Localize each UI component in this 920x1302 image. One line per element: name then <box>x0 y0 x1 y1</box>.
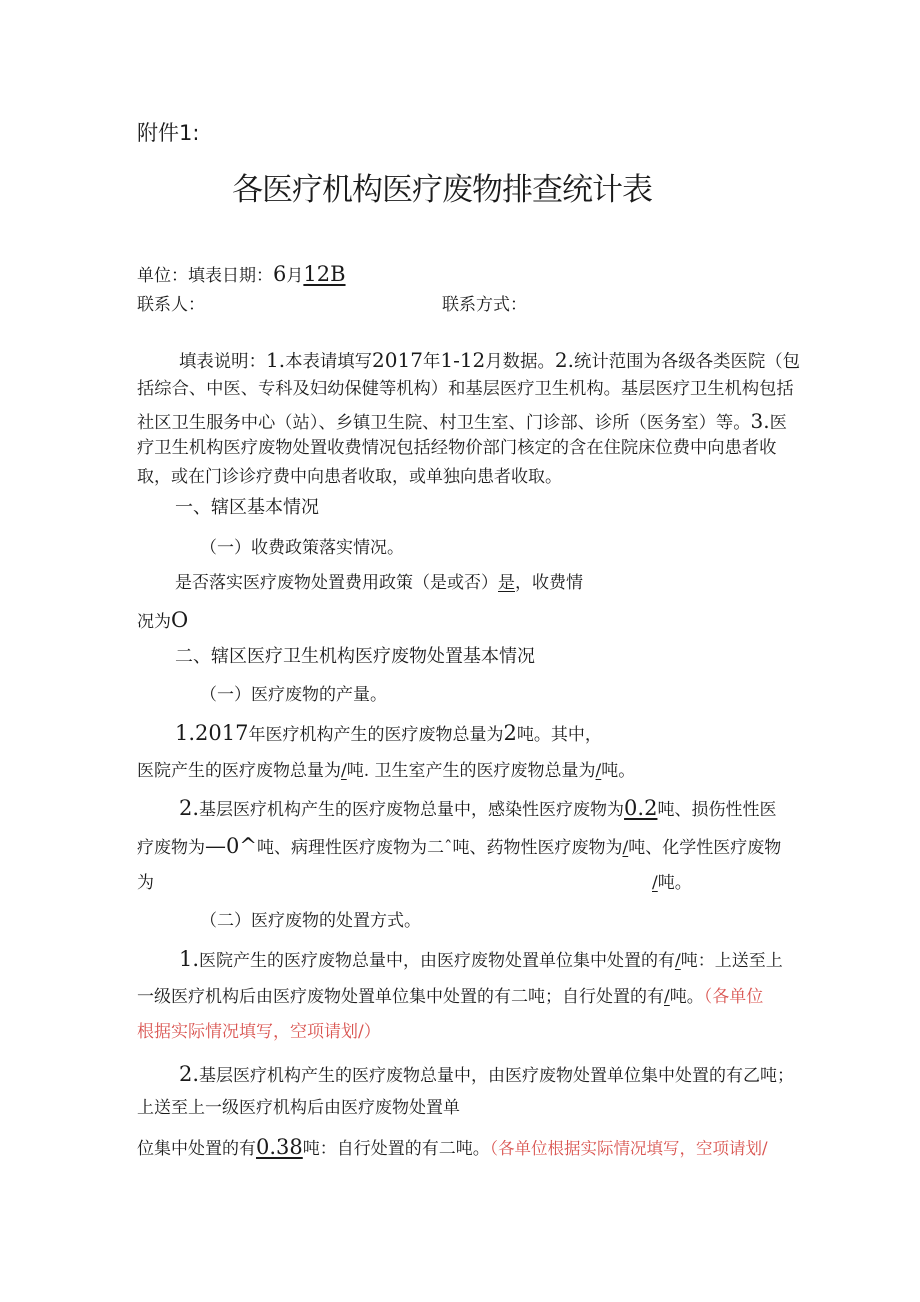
page-title: 各医疗机构医疗废物排查统计表 <box>232 172 652 208</box>
instruction-line-5: 取，或在门诊诊疗费中向患者收取，或单独向患者收取。 <box>137 467 562 487</box>
instruction-line-4: 疗卫生机构医疗废物处置收费情况包括经物价部门核定的含在住院床位费中向患者收 <box>137 438 777 458</box>
fee-status-answer: O <box>171 608 189 632</box>
line-text: 基层医疗机构产生的医疗废物总量中，感染性医疗废物为 <box>199 800 625 820</box>
contact-method-label: 联系方式： <box>442 295 527 315</box>
fill-note: （各单位 <box>703 987 764 1007</box>
hospital-self-disposal-value: / <box>664 987 670 1007</box>
fee-status-line <box>137 610 188 631</box>
fill-note-continued: 根据实际情况填写，空项请划/） <box>137 1022 381 1042</box>
unit-date-line <box>137 264 346 285</box>
section-1-heading: 一、辖区基本情况 <box>175 497 319 518</box>
instruction-number: 1-12 <box>440 348 486 372</box>
line-text: 基层医疗机构产生的医疗废物总量中，由医疗废物处置单位集中处置的有乙吨； <box>199 1066 795 1086</box>
month-value: 6 <box>273 262 287 286</box>
waste-category-line-3 <box>652 875 692 892</box>
instruction-text: 社区卫生服务中心（站）、乡镇卫生院、村卫生室、门诊部、诊所（医务室）等。 <box>137 413 751 433</box>
item-number: 1. <box>179 947 200 971</box>
total-waste-unit: 吨。其中， <box>516 725 602 745</box>
day-value: 12B <box>303 262 346 286</box>
instruction-text: 本表请填写 <box>285 352 373 372</box>
instruction-number: 2017 <box>372 348 423 372</box>
sharps-waste-value: —0^ <box>205 834 257 858</box>
instruction-number: 2. <box>554 348 574 372</box>
line-text: 吨. 卫生室产生的医疗废物总量为 <box>346 761 596 781</box>
fee-status-label: 况为 <box>137 612 171 632</box>
line-text: 吨。 <box>601 761 636 781</box>
primary-disposal-line-3 <box>137 1137 768 1158</box>
line-text: 吨。 <box>669 987 704 1007</box>
line-text: 医院产生的医疗废物总量为 <box>137 761 341 781</box>
instruction-number: 1. <box>265 348 286 372</box>
line-text: 吨、化学性医疗废物 <box>628 838 782 858</box>
line-text: 吨、损伤性性医 <box>657 800 777 820</box>
waste-category-line-2 <box>137 836 781 857</box>
instruction-text: 统计范围为各级各类医院（包 <box>573 352 801 372</box>
line-text: 吨、病理性医疗废物为 <box>256 838 427 858</box>
pharmaceutical-waste-value: / <box>622 838 629 858</box>
line-text: 一级医疗机构后由医疗废物处置单位集中处置的有二吨；自行处置的有 <box>137 987 664 1007</box>
instruction-text: 医 <box>769 413 787 433</box>
instruction-line-2: 括综合、中医、专科及妇幼保健等机构）和基层医疗卫生机构。基层医疗卫生机构包括 <box>137 379 794 399</box>
instruction-text: 月数据。 <box>485 352 555 372</box>
hospital-central-disposal-value: / <box>675 951 681 971</box>
instruction-line-3 <box>137 411 787 432</box>
line-text: 医院产生的医疗废物总量中，由医疗废物处置单位集中处置的有 <box>199 951 676 971</box>
line-text: 位集中处置的有 <box>137 1139 256 1159</box>
item-number: 2. <box>179 796 200 820</box>
line-text: 吨、药物性医疗废物为 <box>452 838 623 858</box>
fill-note: （各单位根据实际情况填写，空项请划/ <box>489 1139 768 1158</box>
primary-disposal-line-2: 上送至上一级医疗机构后由医疗废物处置单 <box>137 1098 460 1118</box>
hospital-disposal-line-2 <box>137 989 763 1006</box>
total-waste-text: 年医疗机构产生的医疗废物总量为 <box>248 725 504 745</box>
unit-date-label: 单位：填表日期： <box>137 266 273 286</box>
infectious-waste-value: 0.2 <box>624 796 658 820</box>
fee-policy-rest: ，收费情 <box>515 573 583 593</box>
primary-disposal-line-1 <box>179 1064 794 1085</box>
section-1-sub-1: （一）收费政策落实情况。 <box>200 538 404 558</box>
item-number: 2. <box>179 1062 200 1086</box>
fee-policy-line <box>175 575 583 592</box>
fee-policy-question: 是否落实医疗废物处置费用政策（是或否） <box>175 573 498 593</box>
fee-policy-answer: 是 <box>498 573 515 593</box>
hospital-waste-value: / <box>341 761 347 781</box>
line-text: 吨。 <box>657 873 692 893</box>
instruction-text: 填表说明： <box>179 352 266 372</box>
attachment-label: 附件1: <box>137 121 200 145</box>
waste-category-line-1 <box>179 798 776 819</box>
section-2-sub-1: （一）医疗废物的产量。 <box>200 685 387 705</box>
line-text: 吨：自行处置的有二吨。 <box>302 1139 490 1159</box>
clinic-waste-value: / <box>595 761 602 781</box>
instruction-number: 3. <box>750 409 770 433</box>
total-waste-line <box>175 723 602 744</box>
waste-category-line-3-prefix: 为 <box>137 873 154 893</box>
hospital-disposal-line-1 <box>179 949 783 970</box>
pathological-waste-value: 二ˆ <box>426 838 453 858</box>
total-waste-year: 1.2017 <box>175 721 249 745</box>
section-2-sub-2: （二）医疗废物的处置方式。 <box>200 911 421 931</box>
month-unit: 月 <box>286 266 304 286</box>
line-text: 疗废物为 <box>137 838 205 858</box>
total-waste-value: 2 <box>503 721 517 745</box>
instruction-line-1 <box>179 350 800 371</box>
instruction-text: 年 <box>422 352 441 372</box>
contact-person-label: 联系人： <box>137 295 205 315</box>
hospital-clinic-waste-line <box>137 763 635 780</box>
line-text: 吨：上送至上 <box>680 951 783 971</box>
chemical-waste-value: / <box>652 873 658 893</box>
section-2-heading: 二、辖区医疗卫生机构医疗废物处置基本情况 <box>175 646 535 667</box>
primary-central-disposal-value: 0.38 <box>256 1135 303 1159</box>
